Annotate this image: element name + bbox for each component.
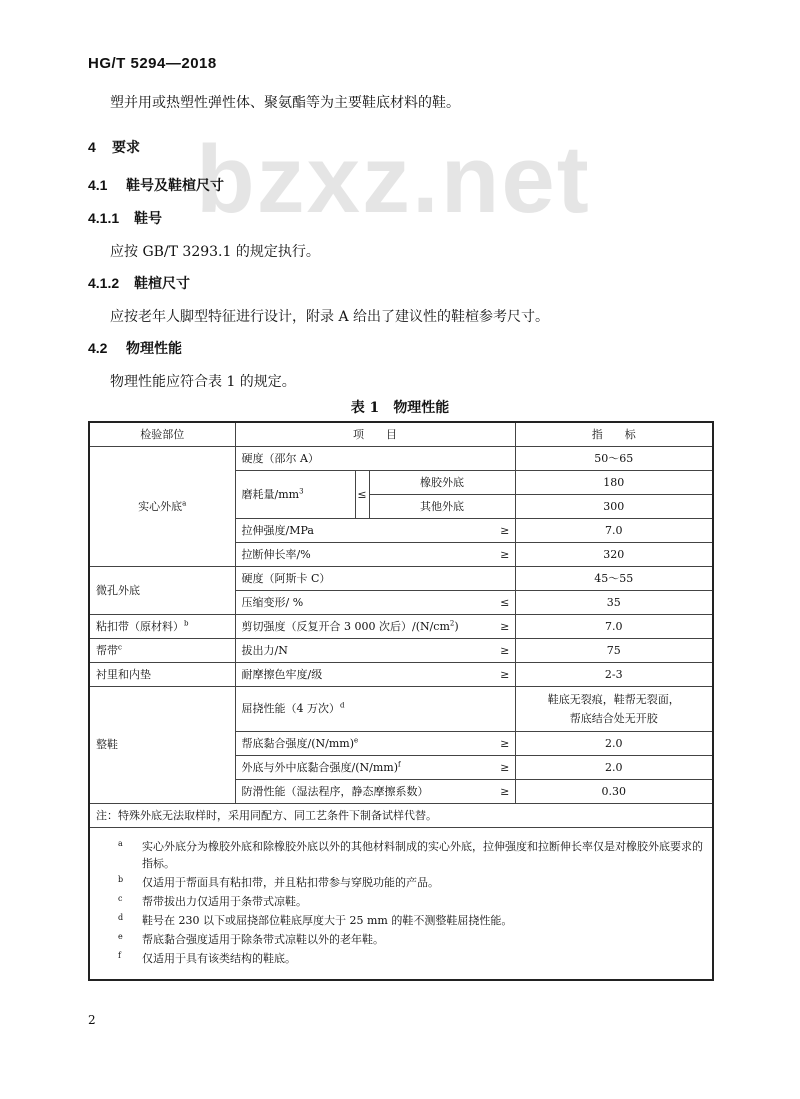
value-cell: 50～65 (515, 447, 713, 471)
section-4-2-text: 物理性能应符合表 1 的规定。 (110, 374, 296, 390)
footnote: b 仅适用于帮面具有粘扣带，并且粘扣带参与穿脱功能的产品。 (118, 875, 439, 889)
table-caption (0, 397, 800, 417)
physical-properties-table (88, 421, 714, 981)
part-micro-sole: 微孔外底 (89, 567, 235, 615)
sign-cell: ≥ (495, 663, 515, 687)
section-4-1-heading (88, 175, 224, 195)
section-4-1-2-heading (88, 273, 190, 293)
table-footnotes-row (89, 828, 713, 981)
header-part: 检验部位 (89, 422, 235, 447)
footnote: c 帮带拔出力仅适用于条带式凉鞋。 (118, 894, 307, 908)
value-cell: 35 (515, 591, 713, 615)
part-velcro: 粘扣带（原材料）$^b$ (89, 615, 235, 639)
item-cell: 帮底黏合强度$/(N/mm)^e$ (235, 732, 495, 756)
table-row (89, 615, 713, 639)
footnote: a 实心外底分为橡胶外底和除橡胶外底以外的其他材料制成的实心外底，拉伸强度和拉断伸长率仅是对橡胶外底要求的指标。 (118, 839, 703, 870)
value-cell: 2.0 (515, 756, 713, 780)
item-sub-cell: 其他外底 (369, 495, 515, 519)
value-cell: 7.0 (515, 615, 713, 639)
value-cell: 320 (515, 543, 713, 567)
table-row (89, 663, 713, 687)
section-title: 鞋楦尺寸 (134, 276, 190, 292)
section-title: 要求 (112, 140, 140, 156)
section-title: 鞋号及鞋楦尺寸 (126, 178, 224, 194)
part-strap: 帮带$^c$ (89, 639, 235, 663)
value-cell: 75 (515, 639, 713, 663)
item-cell: 硬度（邵尔 A） (235, 447, 515, 471)
section-number: 4.2 (88, 340, 108, 356)
item-cell: 外底与外中底黏合强度$/(N/mm)^f$ (235, 756, 495, 780)
item-sub-cell: 橡胶外底 (369, 471, 515, 495)
section-title: 物理性能 (126, 341, 182, 357)
table-row (89, 447, 713, 471)
item-cell: 压缩变形/ % (235, 591, 495, 615)
sign-cell: ≥ (495, 756, 515, 780)
sign-cell: ≤ (495, 591, 515, 615)
part-solid-sole: 实心外底$^a$ (89, 447, 235, 567)
header-item: 项 目 (235, 422, 515, 447)
part-whole-shoe: 整鞋 (89, 687, 235, 804)
table-footnotes (89, 828, 713, 981)
item-cell: 防滑性能（湿法程序，静态摩擦系数） (235, 780, 495, 804)
table-note: 注：特殊外底无法取样时，采用同配方、同工艺条件下制备试样代替。 (89, 804, 713, 828)
table-title: 物理性能 (393, 400, 450, 416)
value-cell: 45～55 (515, 567, 713, 591)
section-4-1-1-heading (88, 208, 162, 228)
table-row (89, 639, 713, 663)
page-number: 2 (88, 1013, 96, 1027)
continuation-text: 塑并用或热塑性弹性体、聚氨酯等为主要鞋底材料的鞋。 (110, 95, 460, 111)
value-cell: 180 (515, 471, 713, 495)
header-index: 指 标 (515, 422, 713, 447)
sign-cell: ≥ (495, 780, 515, 804)
sign-cell: ≥ (495, 615, 515, 639)
table-number: 表 1 (350, 400, 380, 416)
sign-cell: ≤ (355, 471, 369, 519)
value-cell: 7.0 (515, 519, 713, 543)
footnote: e 帮底黏合强度适用于除条带式凉鞋以外的老年鞋。 (118, 932, 384, 946)
section-number: 4 (88, 139, 96, 155)
item-cell: 拉断伸长率/% (235, 543, 495, 567)
footnote: d 鞋号在 230 以下或屈挠部位鞋底厚度大于 25 mm 的鞋不测整鞋屈挠性能。 (118, 913, 513, 927)
table-row (89, 567, 713, 591)
item-cell: 拔出力/N (235, 639, 495, 663)
section-4-2-heading (88, 338, 182, 358)
section-number: 4.1 (88, 177, 108, 193)
value-cell: 300 (515, 495, 713, 519)
table-row (89, 687, 713, 732)
section-4-1-1-text: 应按 GB/T 3293.1 的规定执行。 (110, 244, 320, 260)
value-cell: 2-3 (515, 663, 713, 687)
footnote: f 仅适用于具有该类结构的鞋底。 (118, 951, 296, 965)
item-cell: 耐摩擦色牢度/级 (235, 663, 495, 687)
value-cell: 0.30 (515, 780, 713, 804)
table-header-row (89, 422, 713, 447)
value-cell: 鞋底无裂痕，鞋帮无裂面， 帮底结合处无开胶 (515, 687, 713, 732)
item-cell: 硬度（阿斯卡 C） (235, 567, 515, 591)
item-cell: 磨耗量$/mm^3$ (235, 471, 355, 519)
section-4-1-2-text: 应按老年人脚型特征进行设计，附录 A 给出了建议性的鞋楦参考尺寸。 (110, 309, 550, 325)
item-cell: 剪切强度（反复开合 3 000 次后）$/(N/cm^2)$ (235, 615, 495, 639)
section-title: 鞋号 (134, 211, 162, 227)
sign-cell: ≥ (495, 639, 515, 663)
sign-cell: ≥ (495, 732, 515, 756)
value-cell: 2.0 (515, 732, 713, 756)
part-lining: 衬里和内垫 (89, 663, 235, 687)
item-cell: 屈挠性能（4 万次）$^d$ (235, 687, 515, 732)
table-note-row (89, 804, 713, 828)
item-cell: 拉伸强度/MPa (235, 519, 495, 543)
standard-code-header: HG/T 5294—2018 (88, 55, 217, 72)
section-number: 4.1.2 (88, 275, 120, 291)
section-4-heading (88, 137, 140, 157)
watermark: bzxz.net (196, 126, 591, 233)
sign-cell: ≥ (495, 519, 515, 543)
section-number: 4.1.1 (88, 210, 120, 226)
sign-cell: ≥ (495, 543, 515, 567)
